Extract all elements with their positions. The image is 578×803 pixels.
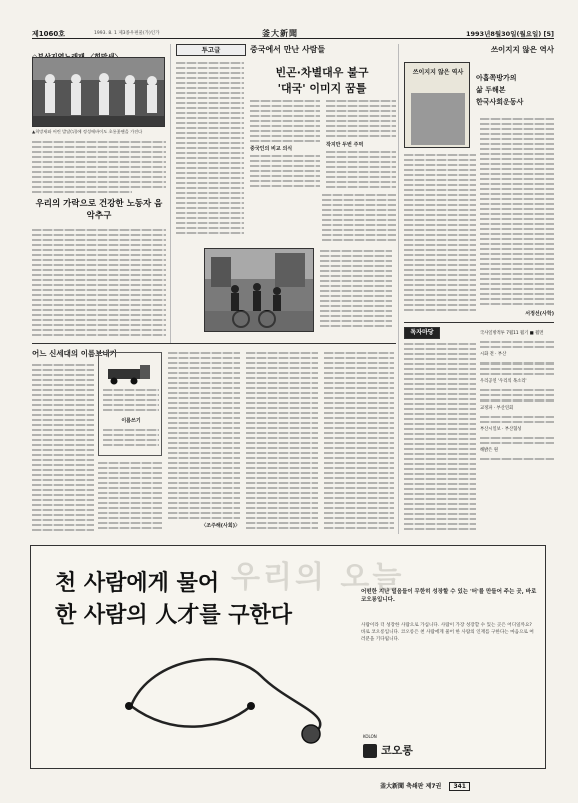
street-photo (204, 248, 314, 332)
page-date: 1993년8월30일(월요일) [5] (465, 30, 554, 38)
feature-subhead-2: 작지만 두번 주먹 (326, 142, 364, 148)
column-inset (98, 352, 162, 456)
section2-headline: 우리의 가락으로 건강한 노동자 음악추구 (35, 199, 163, 221)
kolon-logo-icon (363, 744, 377, 758)
page-header (32, 27, 554, 39)
ad-background-text: 우리의 오늘 (231, 560, 405, 592)
sidebar-item: 우리공연 '우리의 목소리' (480, 378, 527, 384)
sidebar-item: 국사일방적투 7월11 월기 ■ 월면 (480, 331, 544, 336)
stethoscope-illustration (111, 636, 361, 746)
kolon-advertisement (30, 545, 546, 769)
book-banner: 쓰이지지 않은 역사 (490, 45, 554, 54)
feature-headline-1: 빈곤·차별대우 불구 (275, 66, 369, 79)
feature-subhead-1: 중국인의 비교 의식 (250, 146, 293, 152)
book-desc: 아홉쪽방가의 삶 두해본 한국사회운동사 (476, 74, 524, 106)
inset-illustration (102, 357, 158, 385)
footer-label: 釜大新聞 축쇄판 제7권 (380, 783, 442, 790)
ad-body: 사람이라 더 성장한 사람으로 가십니다. 사람이 가장 성장할 수 있는 곳은 어디일까요? 바로 코오롱입니다. 코오롱은 천 사람에게 물어 한 사람의 인재를 구한다는 마음으로 여러분을 기다립니다. (361, 623, 534, 642)
footer-page-number: 341 (449, 782, 470, 791)
book-cover (404, 62, 470, 148)
concert-photo (32, 57, 165, 127)
sidebar-item: 부산시일보 · 부산협성 (480, 426, 522, 432)
reader-board-title: 독자마당 (404, 327, 440, 339)
column-title: 어느 신세대의 이름보내기 (32, 349, 117, 358)
kolon-logo (363, 734, 473, 762)
inset-caption: 이름쓰기 (121, 418, 141, 424)
ad-intro: 어떤한 지난 밀음들이 무한히 성장할 수 있는 '터'를 만들어 주는 곳, 바로 코오롱입니다. (361, 589, 537, 603)
ad-headline-1: 천 사람에게 물어 (55, 570, 220, 596)
feature-author: 〈조주해(사회)〉 (201, 523, 240, 529)
book-cover-title: 쓰이지지 않은 역사 (412, 69, 464, 76)
sidebar-item: 시화 전 · 부산 (480, 352, 507, 358)
feature-kicker: 중국에서 만난 사람들 (250, 45, 326, 54)
section1-title-bar (32, 44, 166, 56)
kolon-logo-text: 코오롱 (381, 744, 413, 757)
masthead: 釜大新聞 (262, 29, 298, 38)
sidebar-item: 교정파 · 부산연회 (480, 405, 514, 411)
feature-headline-2: '대국' 이미지 꿈틀 (277, 82, 367, 95)
issue-sub: 1993. 8. 1 제3종우편물(가)인가 (94, 31, 160, 36)
sidebar-item: 해밝은 원 (480, 448, 498, 454)
sidebar-list (480, 330, 554, 530)
section1-caption: ▲희망새와 어린 발달(뒤)에 정성에바이도 초롱꽃팬을 가진다 (32, 129, 143, 134)
ad-headline-2: 한 사람의 人才를 구한다 (55, 602, 292, 628)
page-footer (380, 781, 550, 793)
feature-tag: 투고글 (176, 44, 246, 56)
issue-number: 제1060호 (32, 30, 66, 38)
book-author: 서정선(사학) (525, 311, 554, 317)
kolon-logo-sub: KOLON (363, 734, 377, 739)
